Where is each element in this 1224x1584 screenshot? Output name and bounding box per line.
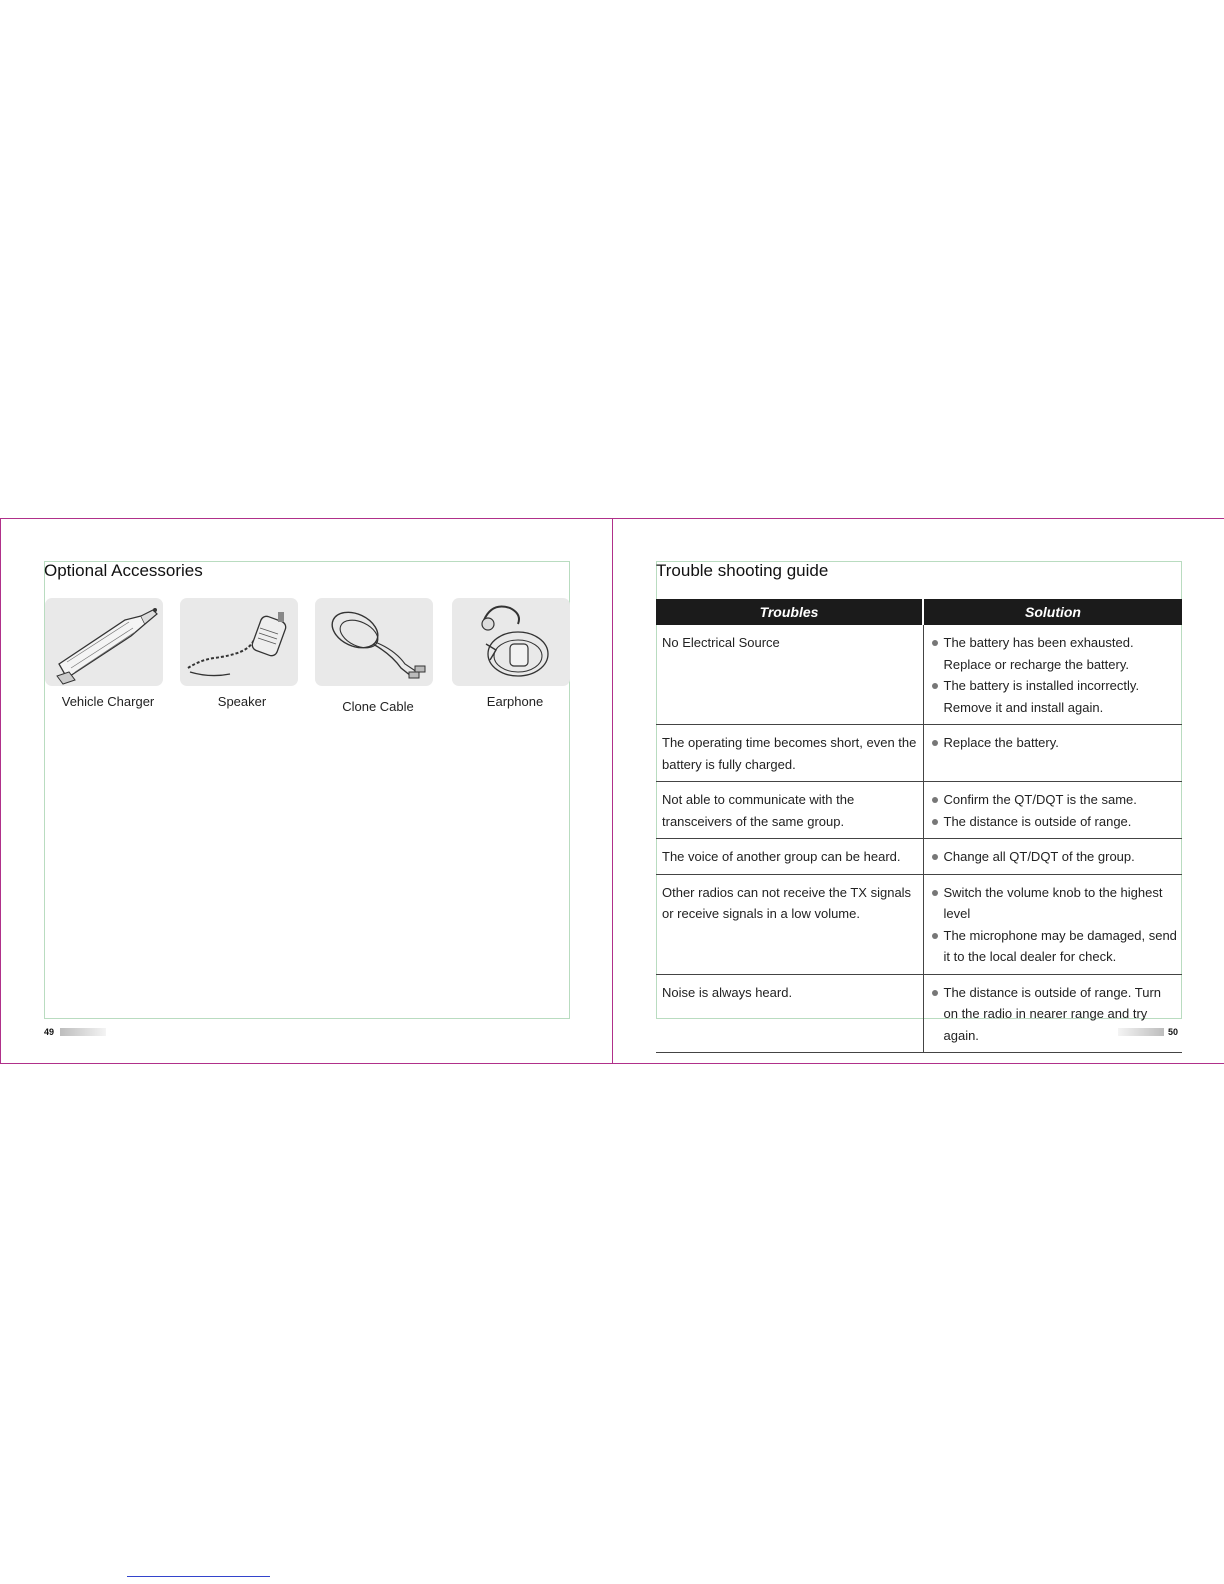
accessory-label-clone-cable: Clone Cable	[342, 699, 414, 714]
vehicle-charger-image	[45, 598, 163, 686]
solution-cell	[923, 625, 1182, 725]
footer-link-underline	[127, 1576, 270, 1577]
accessory-label-vehicle-charger: Vehicle Charger	[61, 694, 155, 709]
table-row	[656, 625, 1182, 725]
troubleshooting-table	[656, 599, 1182, 1053]
clone-cable-image	[315, 598, 433, 686]
solution-cell	[923, 874, 1182, 974]
solution-item: Change all QT/DQT of the group.	[930, 846, 1178, 868]
trouble-cell: No Electrical Source	[656, 625, 923, 725]
solution-item: Confirm the QT/DQT is the same.	[930, 789, 1178, 811]
table-row	[656, 839, 1182, 875]
page-fold	[612, 518, 613, 1064]
accessory-label-earphone: Earphone	[486, 694, 544, 709]
table-header-row	[656, 599, 1182, 625]
header-troubles: Troubles	[656, 599, 923, 625]
solution-item: The microphone may be damaged, send it to the local dealer for check.	[930, 925, 1178, 968]
page-number-bar-left	[60, 1028, 106, 1036]
trouble-cell: Not able to communicate with the transceivers of the same group.	[656, 782, 923, 839]
table-row	[656, 874, 1182, 974]
trouble-cell: The voice of another group can be heard.	[656, 839, 923, 875]
solution-cell	[923, 725, 1182, 782]
solution-item: The distance is outside of range.	[930, 811, 1178, 833]
trouble-cell: Noise is always heard.	[656, 974, 923, 1053]
page-number-bar-right	[1118, 1028, 1164, 1036]
trouble-cell: The operating time becomes short, even the battery is fully charged.	[656, 725, 923, 782]
solution-cell	[923, 839, 1182, 875]
speaker-microphone-image	[180, 598, 298, 686]
solution-item: The battery has been exhausted. Replace or recharge the battery.	[930, 632, 1178, 675]
trouble-cell: Other radios can not receive the TX signals or receive signals in a low volume.	[656, 874, 923, 974]
accessory-label-speaker: Speaker	[217, 694, 267, 709]
table-row	[656, 974, 1182, 1053]
solution-cell	[923, 974, 1182, 1053]
solution-item: Replace the battery.	[930, 732, 1178, 754]
header-solution: Solution	[923, 599, 1182, 625]
solution-cell	[923, 782, 1182, 839]
solution-item: The battery is installed incorrectly. Remove it and install again.	[930, 675, 1178, 718]
earphone-image	[452, 598, 570, 686]
table-row	[656, 782, 1182, 839]
page-edge	[0, 518, 1, 1064]
table-row	[656, 725, 1182, 782]
trouble-guide-title: Trouble shooting guide	[656, 561, 829, 580]
accessories-title: Optional Accessories	[44, 561, 203, 580]
solution-item: The distance is outside of range. Turn on the radio in nearer range and try again.	[930, 982, 1178, 1047]
page-number-left: 49	[44, 1027, 55, 1037]
solution-item: Switch the volume knob to the highest level	[930, 882, 1178, 925]
page-number-right: 50	[1168, 1027, 1179, 1037]
